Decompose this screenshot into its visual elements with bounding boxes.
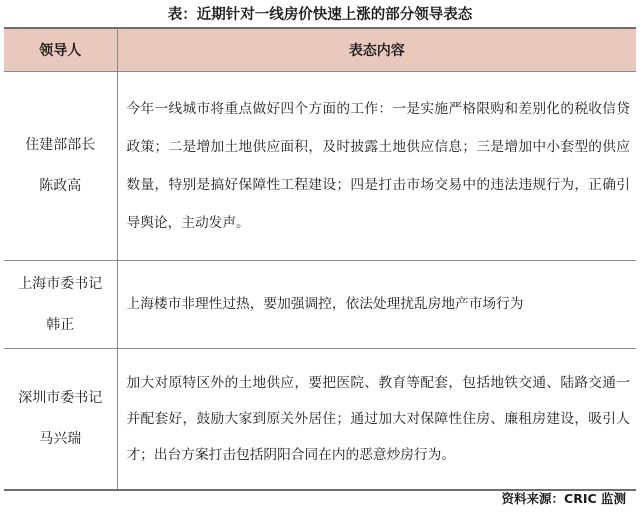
- leader-title: 上海市委书记: [18, 275, 103, 292]
- table-header-row: [4, 28, 636, 72]
- table-row: [4, 261, 636, 349]
- leader-cell: [4, 261, 117, 349]
- table-row: [4, 72, 636, 261]
- leader-name: 陈政高: [39, 178, 82, 194]
- statements-table: [4, 27, 636, 491]
- leader-title: 深圳市委书记: [18, 390, 103, 406]
- statement-cell: 加大对原特区外的土地供应，要把医院、教育等配套，包括地铁交通、陆路交通一并配套好，鼓励大家到原关外居住；通过加大对保障性住房、廉租房建设，吸引人才；出台方案打击包括阴阳合同在内的恶意炒房行为。: [117, 349, 636, 491]
- statement-cell: 上海楼市非理性过热，要加强调控，依法处理扰乱房地产市场行为: [117, 261, 636, 349]
- leader-cell: [4, 349, 117, 491]
- leader-title: 住建部部长: [25, 137, 96, 153]
- header-content: 表态内容: [117, 28, 636, 72]
- source-note: 资料来源：CRIC 监测: [501, 491, 626, 506]
- leader-cell: [4, 72, 117, 261]
- statement-cell: 今年一线城市将重点做好四个方面的工作：一是实施严格限购和差别化的税收信贷政策；二是增加土地供应面积，及时披露土地供应信息；三是增加中小套型的供应数量，特别是搞好保障性工程建设；四是打击市场交易中的违法违规行为，正确引导舆论，主动发声。: [117, 72, 636, 261]
- header-leader: 领导人: [4, 28, 117, 72]
- leader-name: 马兴瑞: [39, 431, 82, 447]
- table-title: 表：近期针对一线房价快速上涨的部分领导表态: [167, 7, 473, 23]
- leader-name: 韩正: [46, 316, 75, 333]
- table-row: [4, 349, 636, 491]
